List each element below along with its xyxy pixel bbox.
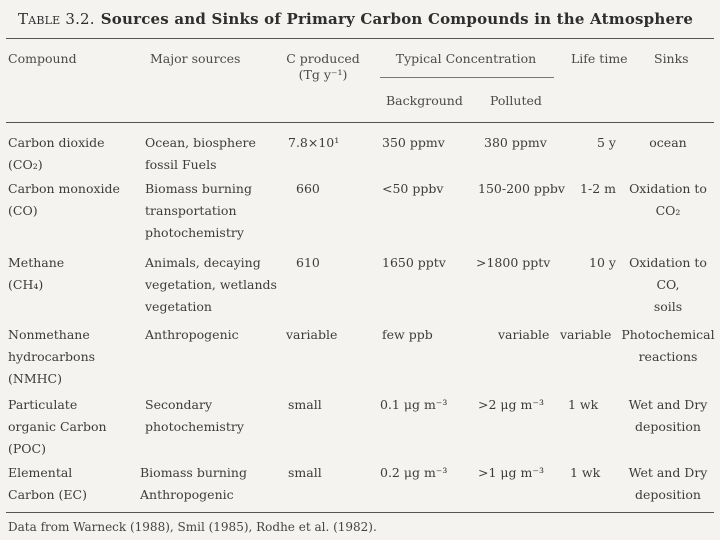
sink-line: deposition bbox=[635, 487, 701, 502]
row-polluted: 380 ppmv bbox=[484, 135, 547, 150]
compound-line: (CH₄) bbox=[8, 277, 44, 292]
source-line: Anthropogenic bbox=[145, 327, 239, 342]
row-polluted: variable bbox=[498, 327, 550, 342]
row-produced: 7.8×10¹ bbox=[288, 135, 340, 150]
row-produced: 610 bbox=[296, 255, 320, 270]
row-compound bbox=[8, 252, 64, 296]
compound-line: Methane bbox=[8, 255, 65, 270]
header-rule bbox=[6, 122, 714, 123]
row-lifetime: variable bbox=[560, 327, 612, 342]
sink-line: CO, bbox=[656, 277, 680, 292]
row-sources bbox=[145, 252, 277, 318]
compound-line: (POC) bbox=[8, 441, 46, 456]
top-rule bbox=[6, 38, 714, 39]
source-line: Anthropogenic bbox=[140, 487, 234, 502]
header-c-produced-line1: C produced bbox=[286, 51, 360, 66]
header-major-sources: Major sources bbox=[150, 51, 241, 66]
row-compound bbox=[8, 462, 87, 506]
sink-line: Photochemical bbox=[621, 327, 715, 342]
compound-line: Elemental bbox=[8, 465, 73, 480]
row-produced: variable bbox=[286, 327, 338, 342]
row-compound bbox=[8, 178, 120, 222]
sink-line: deposition bbox=[635, 419, 701, 434]
concentration-rule bbox=[380, 77, 554, 78]
row-sinks bbox=[620, 178, 716, 222]
source-line: vegetation bbox=[145, 299, 212, 314]
sink-line: CO₂ bbox=[655, 203, 681, 218]
source-line: photochemistry bbox=[145, 419, 244, 434]
compound-line: Carbon dioxide bbox=[8, 135, 105, 150]
row-produced: small bbox=[288, 465, 322, 480]
source-line: vegetation, wetlands bbox=[145, 277, 277, 292]
row-background: 0.1 μg m⁻³ bbox=[380, 397, 448, 412]
header-polluted: Polluted bbox=[490, 93, 542, 108]
table-footnote: Data from Warneck (1988), Smil (1985), Rodhe et al. (1982). bbox=[8, 520, 377, 534]
row-lifetime: 5 y bbox=[597, 135, 616, 150]
row-lifetime: 1 wk bbox=[570, 465, 601, 480]
row-sources bbox=[145, 394, 244, 438]
row-polluted: >2 μg m⁻³ bbox=[478, 397, 544, 412]
row-sinks bbox=[620, 462, 716, 506]
source-line: Animals, decaying bbox=[145, 255, 261, 270]
row-produced: small bbox=[288, 397, 322, 412]
row-lifetime: 1 wk bbox=[568, 397, 599, 412]
row-background: few ppb bbox=[382, 327, 433, 342]
row-background: 350 ppmv bbox=[382, 135, 445, 150]
header-background: Background bbox=[386, 93, 463, 108]
row-sources bbox=[145, 132, 256, 176]
row-compound bbox=[8, 132, 105, 176]
compound-line: (NMHC) bbox=[8, 371, 62, 386]
compound-line: Particulate bbox=[8, 397, 78, 412]
row-compound bbox=[8, 324, 95, 390]
row-background: 0.2 μg m⁻³ bbox=[380, 465, 448, 480]
source-line: photochemistry bbox=[145, 225, 244, 240]
source-line: Secondary bbox=[145, 397, 213, 412]
source-line: transportation bbox=[145, 203, 237, 218]
source-line: Ocean, biosphere bbox=[145, 135, 256, 150]
row-lifetime: 10 y bbox=[589, 255, 616, 270]
row-sources bbox=[145, 324, 239, 346]
row-sinks bbox=[618, 324, 718, 368]
sink-line: soils bbox=[653, 299, 683, 314]
compound-line: Nonmethane bbox=[8, 327, 90, 342]
sink-line: Oxidation to bbox=[629, 181, 707, 196]
sink-line: ocean bbox=[649, 135, 687, 150]
compound-line: hydrocarbons bbox=[8, 349, 96, 364]
header-life-time: Life time bbox=[571, 51, 628, 66]
compound-line: Carbon monoxide bbox=[8, 181, 120, 196]
row-polluted: >1 μg m⁻³ bbox=[478, 465, 544, 480]
source-line: Biomass burning bbox=[145, 181, 252, 196]
row-lifetime: 1-2 m bbox=[580, 181, 616, 196]
row-sinks bbox=[620, 394, 716, 438]
row-sinks bbox=[620, 132, 716, 154]
row-background: 1650 pptv bbox=[382, 255, 446, 270]
compound-line: organic Carbon bbox=[8, 419, 107, 434]
header-typical-concentration: Typical Concentration bbox=[395, 51, 537, 66]
row-polluted: >1800 pptv bbox=[476, 255, 551, 270]
row-sources bbox=[145, 178, 252, 244]
row-compound bbox=[8, 394, 107, 460]
bottom-rule bbox=[6, 512, 714, 513]
header-sinks: Sinks bbox=[654, 51, 689, 66]
row-sinks bbox=[620, 252, 716, 318]
table-title bbox=[18, 10, 708, 28]
row-background: <50 ppbv bbox=[382, 181, 444, 196]
compound-line: Carbon (EC) bbox=[8, 487, 87, 502]
sink-line: Wet and Dry bbox=[628, 397, 708, 412]
compound-line: (CO₂) bbox=[8, 157, 43, 172]
header-compound: Compound bbox=[8, 51, 77, 66]
header-c-produced-line2: (Tg y⁻¹) bbox=[298, 67, 348, 82]
row-sources bbox=[140, 462, 247, 506]
source-line: fossil Fuels bbox=[145, 157, 217, 172]
row-produced: 660 bbox=[296, 181, 320, 196]
compound-line: (CO) bbox=[8, 203, 38, 218]
sink-line: reactions bbox=[638, 349, 698, 364]
sink-line: Oxidation to bbox=[629, 255, 707, 270]
row-polluted: 150-200 ppbv bbox=[478, 181, 565, 196]
table-caption: Sources and Sinks of Primary Carbon Compounds in the Atmosphere bbox=[100, 10, 694, 28]
header-c-produced bbox=[278, 48, 368, 86]
sink-line: Wet and Dry bbox=[628, 465, 708, 480]
table-number: Table 3.2. bbox=[18, 10, 95, 28]
source-line: Biomass burning bbox=[140, 465, 247, 480]
